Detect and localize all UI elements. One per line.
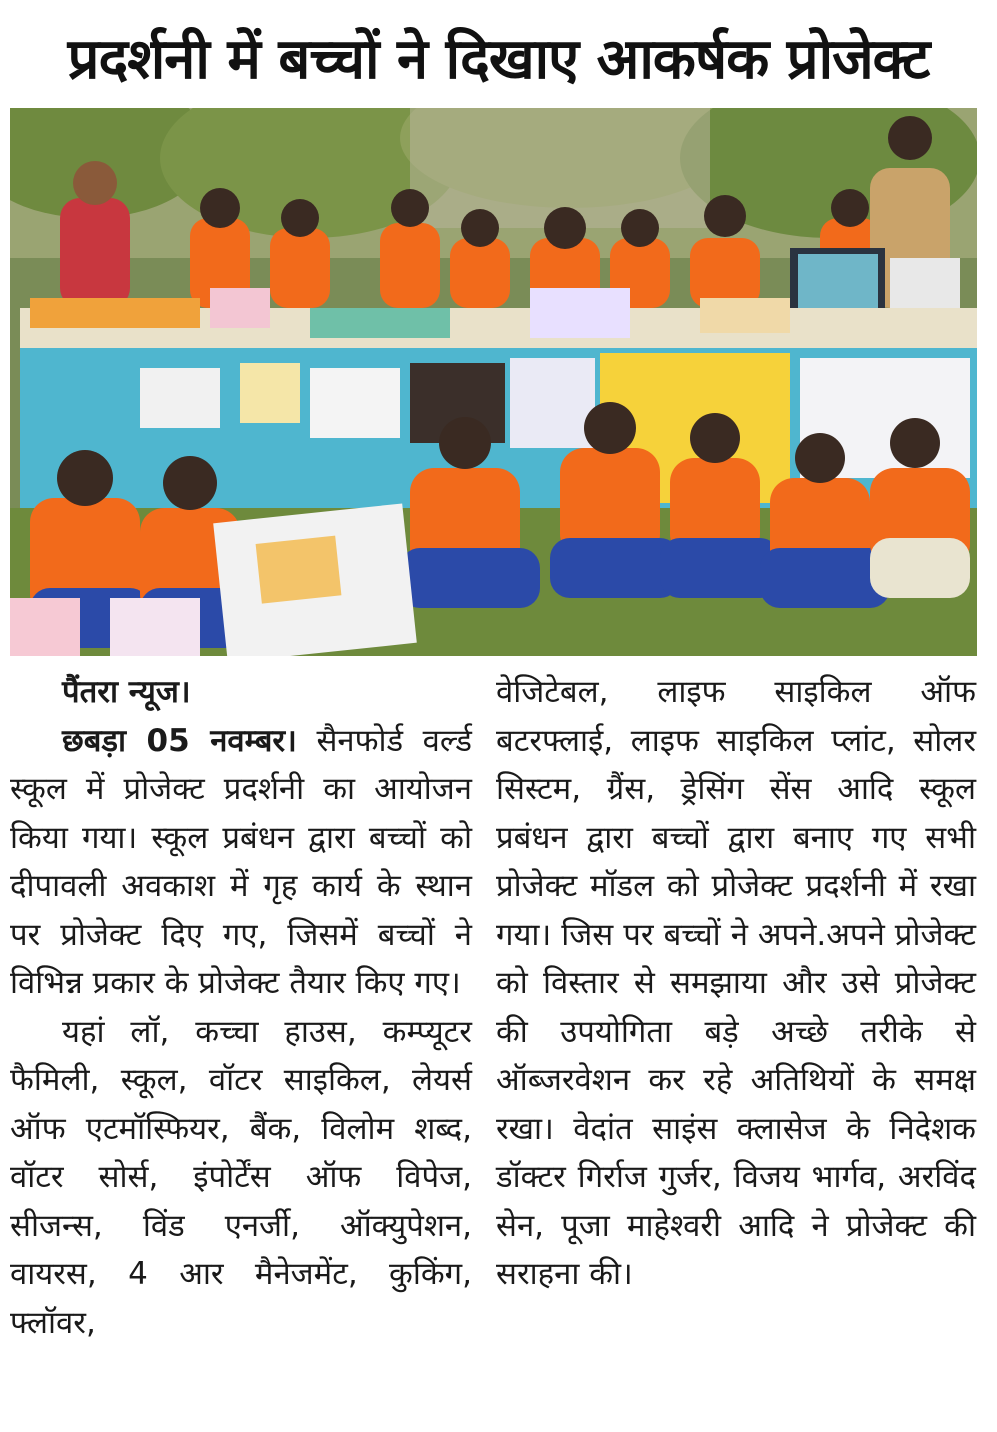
byline: पैंतरा न्यूज। — [62, 674, 191, 710]
news-photo — [10, 108, 977, 656]
paragraph-2-right: वेजिटेबल, लाइफ साइकिल ऑफ बटरफ्लाई, लाइफ साइकिल प्लांट, सोलर सिस्टम, ग्रैंस, ड्रेसिंग सेंस आदि स्कूल प्रबंधन द्वारा बच्चों द्वारा बनाए गए सभी प्रोजेक्ट मॉडल को प्रोजेक्ट प्रदर्शनी में रखा गया। जिस पर बच्चों ने अपने.अपने प्रोजेक्ट को विस्तार से समझाया और उसे प्रोजेक्ट की उपयोगिता बड़े अच्छे तरीके से ऑब्जरवेशन कर रहे अतिथियों के समक्ष रखा। वेदांत साइंस क्लासेज के निदेशक डॉक्टर गिर्राज गुर्जर, विजय भार्गव, अरविंद सेन, पूजा माहेश्वरी आदि ने प्रोजेक्ट की सराहना की। — [496, 674, 976, 1292]
article-column-right — [496, 668, 976, 1299]
paragraph-1-text: सैनफोर्ड वर्ल्ड स्कूल में प्रोजेक्ट प्रदर्शनी का आयोजन किया गया। स्कूल प्रबंधन द्वारा बच्चों को दीपावली अवकाश में गृह कार्य के स्थान पर प्रोजेक्ट दिए गए, जिसमें बच्चों ने विभिन्न प्रकार के प्रोजेक्ट तैयार किए गए। — [10, 722, 473, 1001]
headline: प्रदर्शनी में बच्चों ने दिखाए आकर्षक प्रोजेक्ट — [67, 27, 930, 92]
paragraph-2-left: यहां लॉ, कच्चा हाउस, कम्प्यूटर फैमिली, स्कूल, वॉटर साइकिल, लेयर्स ऑफ एटमॉस्फियर, बैंक, विलोम शब्द, वॉटर सोर्स, इंपोर्टेंस ऑफ विपेज, सीजन्स, विंड एनर्जी, ऑक्युपेशन, वायरस, 4 आर मैनेजमेंट, कुकिंग, फ्लॉवर, — [10, 1013, 472, 1341]
dateline: छबड़ा 05 नवम्बर। — [62, 722, 297, 759]
paragraph-1 — [10, 717, 472, 1008]
article-column-left — [10, 668, 472, 1347]
school-exhibition-photo — [10, 108, 977, 656]
